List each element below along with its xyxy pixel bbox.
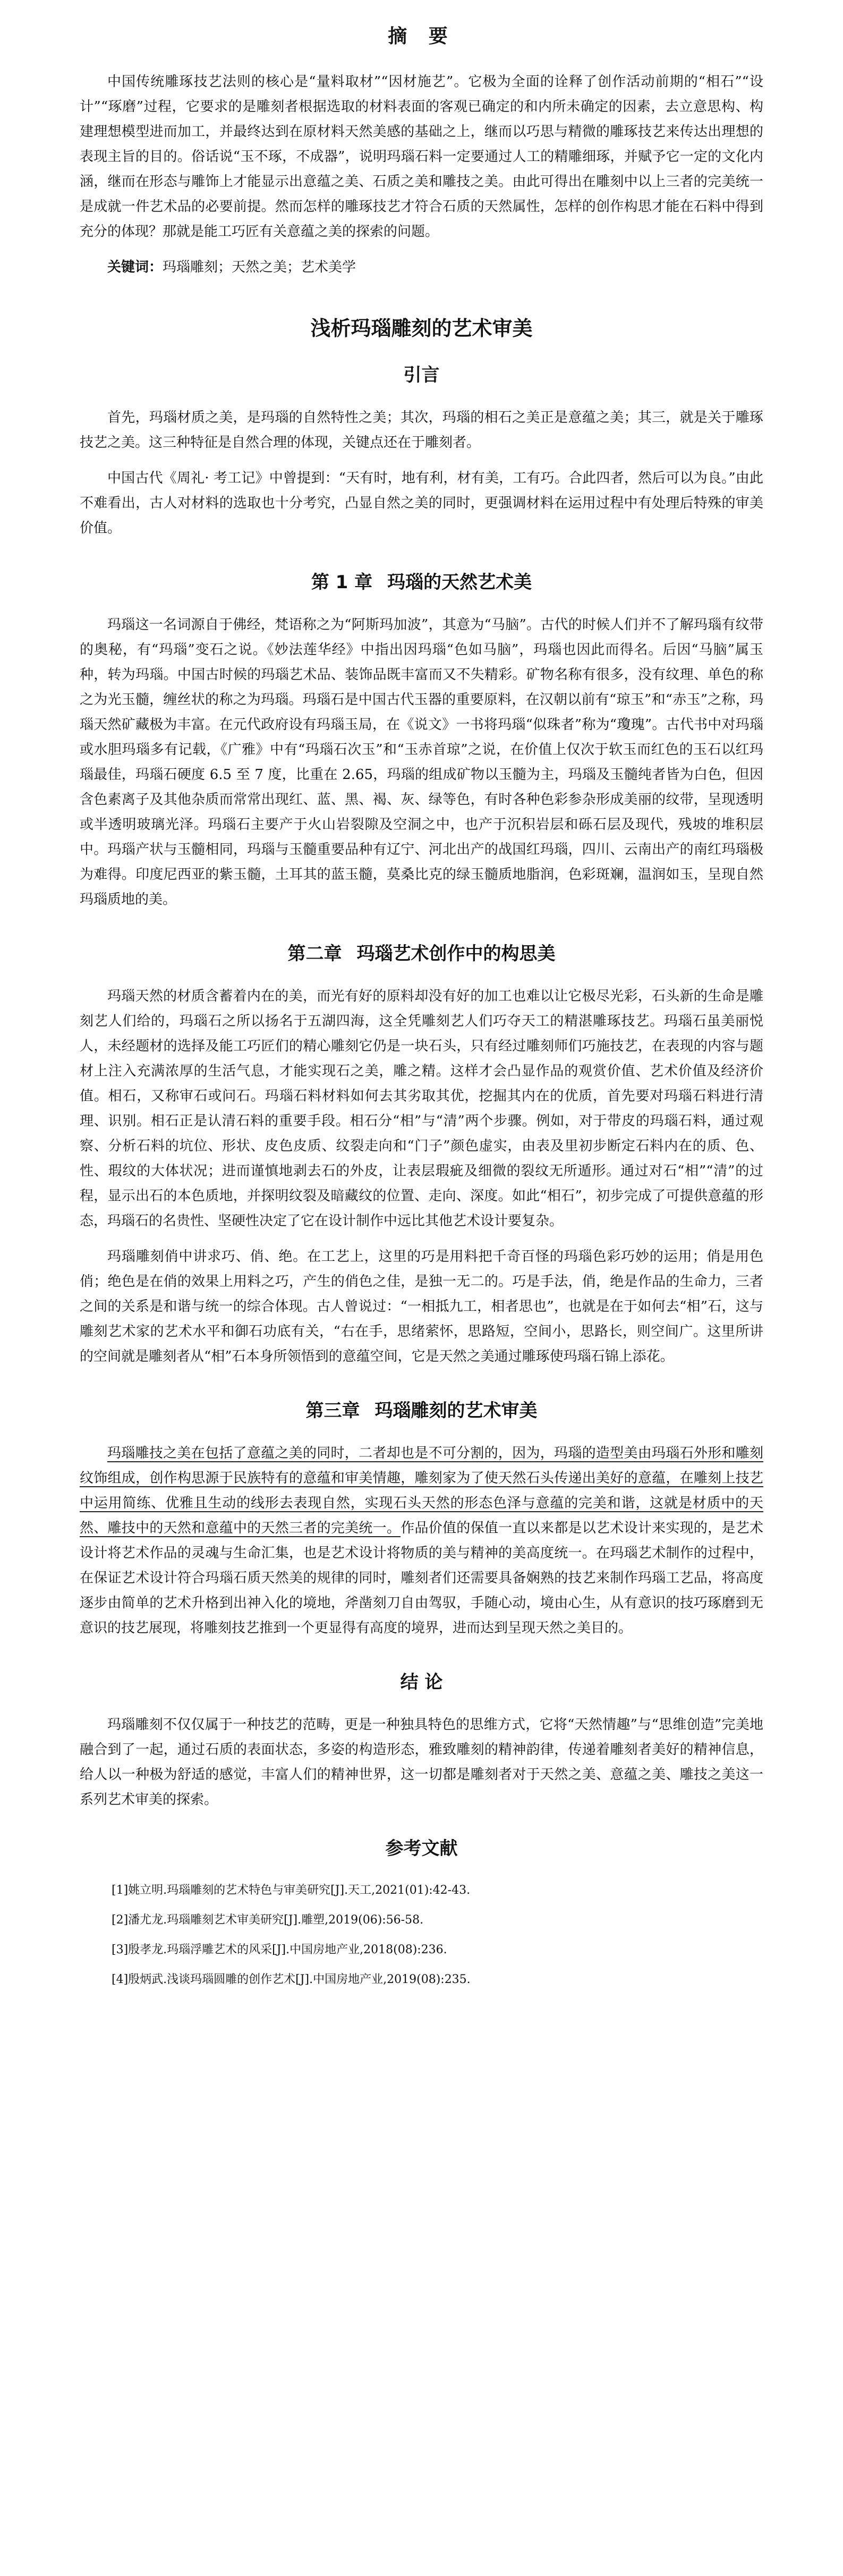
chapter-2-title: 玛瑙艺术创作中的构思美	[356, 943, 556, 964]
intro-heading: 引言	[403, 365, 440, 386]
chapter-3-title: 玛瑙雕刻的艺术审美	[374, 1400, 538, 1421]
keywords-label: 关键词：	[107, 259, 163, 275]
references-list	[80, 1881, 763, 1989]
paper-title: 浅析玛瑙雕刻的艺术审美	[310, 317, 533, 340]
intro-paragraph: 首先，玛瑙材质之美，是玛瑙的自然特性之美；其次，玛瑙的相石之美正是意蕴之美；其三，就是关于雕琢技艺之美。这三种特征是自然合理的体现，关键点还在于雕刻者。	[80, 410, 763, 451]
chapter-2-section	[80, 939, 763, 1369]
references-section	[80, 1834, 763, 1989]
keywords-line	[80, 255, 763, 280]
chapter-2-paragraph: 玛瑙天然的材质含蓄着内在的美，而光有好的原料却没有好的加工也难以让它极尽光彩，石头新的生命是雕刻艺人们给的，玛瑙石之所以扬名于五湖四海，这全凭雕刻艺人们巧夺天工的精湛雕琢技艺。玛瑙石虽美丽悦人，未经题材的选择及能工巧匠们的精心雕刻它仍是一块石头，只有经过雕刻师们巧施技艺，在表现的内容与题材上注入充满浓厚的生活气息，才能实现石之美，雕之精。这样才会凸显作品的观赏价值、艺术价值及经济价值。相石，又称审石或问石。玛瑙石料材料如何去其劣取其优，挖掘其内在的优质，首先要对玛瑙石料进行清理、识别。相石正是认清石料的重要手段。相石分“相”与“清”两个步骤。例如，对于带皮的玛瑙石料，通过观察、分析石料的坑位、形状、皮色皮质、纹裂走向和“门子”颜色虚实，由表及里初步断定石料内在的质、色、性、瑕纹的大体状况；进而谨慎地剥去石的外皮，让表层瑕疵及细微的裂纹无所遁形。通过对石“相”“清”的过程，显示出石的本色质地，并探明纹裂及暗藏纹的位置、走向、深度。如此“相石”，初步完成了可提供意蕴的形态，玛瑙石的名贵性、坚硬性决定了它在设计制作中远比其他艺术设计要复杂。	[80, 988, 763, 1229]
references-heading: 参考文献	[385, 1838, 458, 1859]
reference-item: [4]殷炳武.浅谈玛瑙圆雕的创作艺术[J].中国房地产业,2019(08):235.	[112, 1973, 471, 1986]
paper-page	[80, 21, 763, 2000]
reference-item: [3]殷孝龙.玛瑙浮雕艺术的风采[J].中国房地产业,2018(08):236.	[112, 1943, 447, 1956]
chapter-1-section	[80, 567, 763, 912]
chapter-1-heading	[80, 567, 763, 594]
conclusion-paragraph: 玛瑙雕刻不仅仅属于一种技艺的范畴，更是一种独具特色的思维方式，它将“天然情趣”与“思维创造”完美地融合到了一起，通过石质的表面状态，多姿的构造形态，雅致雕刻的精神韵律，传递着雕刻者美好的精神信息，给人以一种极为舒适的感觉，丰富人们的精神世界，这一切都是雕刻者对于天然之美、意蕴之美、雕技之美这一系列艺术审美的探索。	[80, 1717, 763, 1808]
chapter-3-paragraph-tail: 作品价值的保值一直以来都是以艺术设计来实现的，是艺术设计将艺术作品的灵魂与生命汇集，也是艺术设计将物质的美与精神的美高度统一。在玛瑙艺术制作的过程中，在保证艺术设计符合玛瑙石质天然美的规律的同时，雕刻者们还需要具备娴熟的技艺来制作玛瑙工艺品，将高度逐步由简单的艺术升格到出神入化的境地，斧凿刻刀自由驾驭，手随心动，境由心生，从有意识的技巧琢磨到无意识的技艺展现，将雕刻技艺推到一个更显得有高度的境界，进而达到呈现天然之美目的。	[80, 1520, 763, 1636]
chapter-2-paragraph: 玛瑙雕刻俏中讲求巧、俏、绝。在工艺上，这里的巧是用料把千奇百怪的玛瑙色彩巧妙的运用；俏是用色俏；绝色是在俏的效果上用料之巧，产生的俏色之佳，是独一无二的。巧是手法，俏，绝是作品的生命力，三者之间的关系是和谐与统一的综合体现。古人曾说过：“一相抵九工，相者思也”，也就是在于如何去“相”石，这与雕刻艺术家的艺术水平和御石功底有关，“右在手，思绪萦怀，思路短，空间小，思路长，则空间广。这里所讲的空间就是雕刻者从“相”石本身所领悟到的意蕴空间，它是天然之美通过雕琢使玛瑙石锦上添花。	[80, 1249, 763, 1365]
chapter-3-number: 第三章	[305, 1400, 360, 1421]
chapter-1-number: 第 1 章	[311, 572, 373, 593]
abstract-text: 中国传统雕琢技艺法则的核心是“量料取材”“因材施艺”。它极为全面的诠释了创作活动前期的“相石”“设计”“琢磨”过程，它要求的是雕刻者根据选取的材料表面的客观已确定的和内所未确定的因素，去立意思构、构建理想模型进而加工，并最终达到在原材料天然美感的基础之上，继而以巧思与精微的雕琢技艺来传达出理想的表现主旨的目的。俗话说“玉不琢，不成器”，说明玛瑙石料一定要通过人工的精雕细琢，并赋予它一定的文化内涵，继而在形态与雕饰上才能显示出意蕴之美、石质之美和雕技之美。由此可得出在雕刻中以上三者的完美统一是成就一件艺术品的必要前提。然而怎样的雕琢技艺才符合石质的天然属性，怎样的创作构思才能在石料中得到充分的体现？那就是能工巧匠有关意蕴之美的探索的问题。	[80, 74, 763, 240]
chapter-3-section	[80, 1396, 763, 1641]
chapter-2-heading	[80, 939, 763, 965]
intro-section	[80, 360, 763, 541]
abstract-section	[80, 21, 763, 280]
chapter-3-paragraph	[80, 1441, 763, 1641]
abstract-heading: 摘 要	[388, 26, 455, 47]
reference-item: [1]姚立明.玛瑙雕刻的艺术特色与审美研究[J].天工,2021(01):42-43.	[112, 1884, 471, 1897]
conclusion-section	[80, 1667, 763, 1812]
reference-item: [2]潘尤龙.玛瑙雕刻艺术审美研究[J].雕塑,2019(06):56-58.	[112, 1913, 424, 1927]
chapter-1-title: 玛瑙的天然艺术美	[387, 572, 532, 593]
underlined-passage: 玛瑙雕技之美在包括了意蕴之美的同时，二者却也是不可分割的，因为，玛瑙的造型美由玛瑙石外形和雕刻纹饰组成，创作构思源于民族特有的意蕴和审美情趣，雕刻家为了使天然石头传递出美好的意蕴，在雕刻上技艺中运用简练、优雅且生动的线形去表现自然，实现石头天然的形态色泽与意蕴的完美和谐，这就是材质中的天然、雕技中的天然和意蕴中的天然三者的完美统一。	[80, 1445, 763, 1536]
keywords-text: 玛瑙雕刻；天然之美；艺术美学	[163, 259, 356, 275]
chapter-2-number: 第二章	[287, 943, 342, 964]
chapter-3-heading	[80, 1396, 763, 1422]
intro-paragraph: 中国古代《周礼· 考工记》中曾提到：“天有时，地有利，材有美，工有巧。合此四者，然后可以为良。”由此不难看出，古人对材料的选取也十分考究，凸显自然之美的同时，更强调材料在运用过程中有处理后特殊的审美价值。	[80, 470, 763, 536]
chapter-1-paragraph: 玛瑙这一名词源自于佛经，梵语称之为“阿斯玛加波”，其意为“马脑”。古代的时候人们并不了解玛瑙有纹带的奥秘，有“玛瑙”变石之说。《妙法莲华经》中指出因玛瑙“色如马脑”，玛瑙也因此而得名。后因“马脑”属玉种，转为玛瑙。中国古时候的玛瑙艺术品、装饰品既丰富而又不失精彩。矿物名称有很多，没有纹理、单色的称之为光玉髓，缠丝状的称之为玛瑙。玛瑙石是中国古代玉器的重要原料，在汉朝以前有“琼玉”和“赤玉”之称，玛瑙天然矿藏极为丰富。在元代政府设有玛瑙玉局，在《说文》一书将玛瑙“似珠者”称为“瓊瑰”。古代书中对玛瑙或水胆玛瑙多有记载，《广雅》中有“玛瑙石次玉”和“玉赤首琼”之说，在价值上仅次于软玉而红色的玉石以红玛瑙最佳，玛瑙石硬度 6.5 至 7 度，比重在 2.65，玛瑙的组成矿物以玉髓为主，玛瑙及玉髓纯者皆为白色，但因含色素离子及其他杂质而常常出现红、蓝、黑、褐、灰、绿等色，有时各种色彩参杂形成美丽的纹带，呈现透明或半透明玻璃光泽。玛瑙石主要产于火山岩裂隙及空洞之中，也产于沉积岩层和砾石层及现代，残坡的堆积层中。玛瑙产状与玉髓相同，玛瑙与玉髓重要品种有辽宁、河北出产的战国红玛瑙，四川、云南出产的南红玛瑙极为难得。印度尼西亚的紫玉髓，土耳其的蓝玉髓，莫桑比克的绿玉髓质地脂润，色彩斑斓，温润如玉，呈现自然玛瑙质地的美。	[80, 617, 763, 908]
conclusion-heading: 结 论	[400, 1672, 443, 1693]
